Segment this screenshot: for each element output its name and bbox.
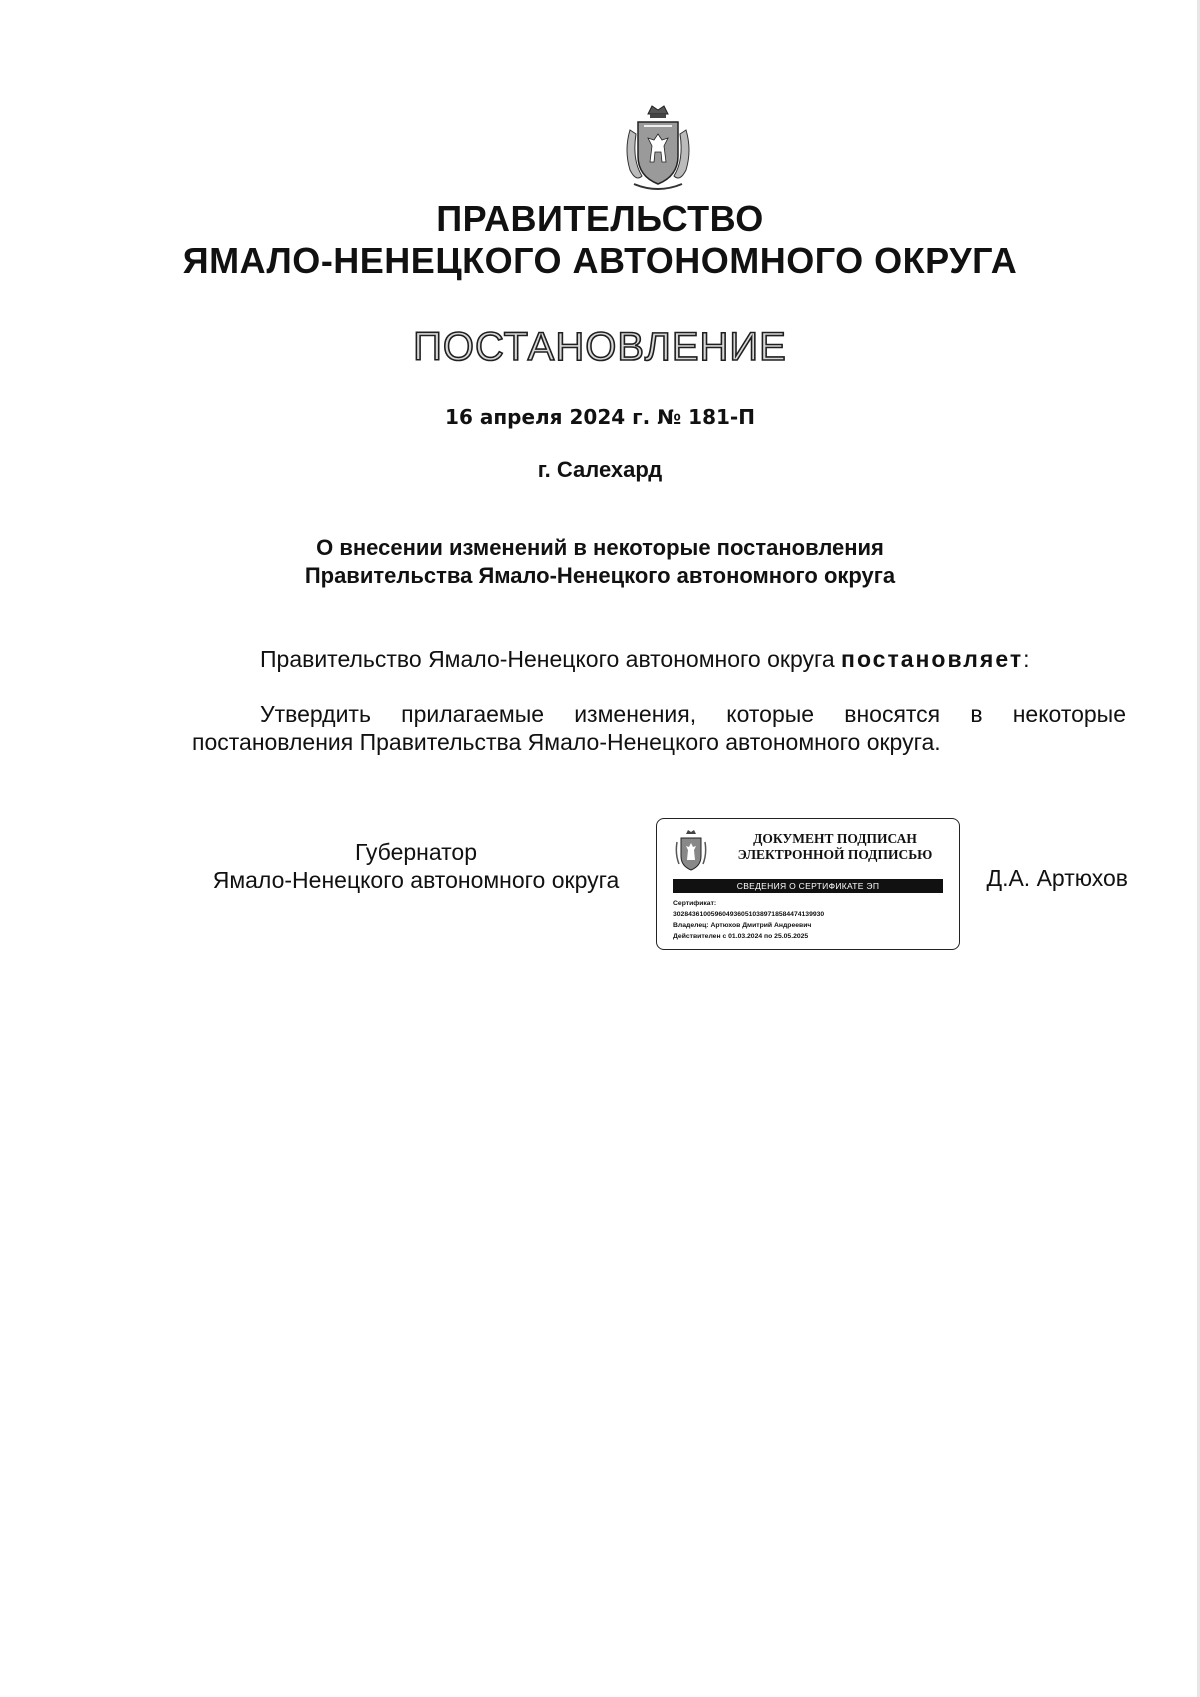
document-kind: ПОСТАНОВЛЕНИЕ (413, 325, 787, 369)
signatory-position-line2: Ямало-Ненецкого автономного округа (212, 867, 620, 893)
document-city: г. Салехард (537, 457, 663, 482)
preamble-text: Правительство Ямало-Ненецкого автономного округа (260, 646, 835, 672)
subject-line1: О внесении изменений в некоторые постановления (316, 535, 884, 560)
government-title-line1: ПРАВИТЕЛЬСТВО (436, 198, 764, 239)
stamp-certificate-details (673, 898, 953, 942)
government-title (0, 198, 1200, 282)
document-date-number: 16 апреля 2024 г. № 181-П (445, 405, 755, 429)
subject-line2: Правительства Ямало-Ненецкого автономного округа (304, 563, 896, 588)
resolution-paragraph: Утвердить прилагаемые изменения, которые вносятся в некоторые постановления Правительства Ямало-Ненецкого автономного округа. (192, 701, 1126, 755)
preamble-keyword: постановляет (841, 646, 1024, 672)
government-title-line2: ЯМАЛО-НЕНЕЦКОГО АВТОНОМНОГО ОКРУГА (182, 240, 1018, 281)
yanao-coat-of-arms-icon (620, 100, 696, 196)
stamp-owner: Владелец: Артюхов Дмитрий Андреевич (673, 922, 812, 929)
document-subject (0, 534, 1200, 590)
stamp-validity: Действителен с 01.03.2024 по 25.05.2025 (673, 933, 809, 940)
stamp-title-line1: ДОКУМЕНТ ПОДПИСАН (753, 831, 917, 846)
signatory-name: Д.А. Артюхов (986, 865, 1128, 891)
stamp-cert-label: Сертификат: (673, 900, 717, 907)
stamp-title-line2: ЭЛЕКТРОННОЙ ПОДПИСЬЮ (737, 847, 933, 862)
stamp-cert-number: 3028436100596049360510389718584474139930 (673, 911, 825, 918)
preamble (260, 644, 1120, 674)
electronic-signature-stamp (656, 818, 960, 950)
yanao-coat-of-arms-icon (675, 828, 707, 874)
stamp-certificate-bar: СВЕДЕНИЯ О СЕРТИФИКАТЕ ЭП (673, 879, 943, 893)
signatory-position-line1: Губернатор (354, 839, 478, 865)
preamble-colon: : (1023, 646, 1030, 672)
signatory-position (188, 838, 644, 894)
stamp-title (719, 831, 951, 863)
